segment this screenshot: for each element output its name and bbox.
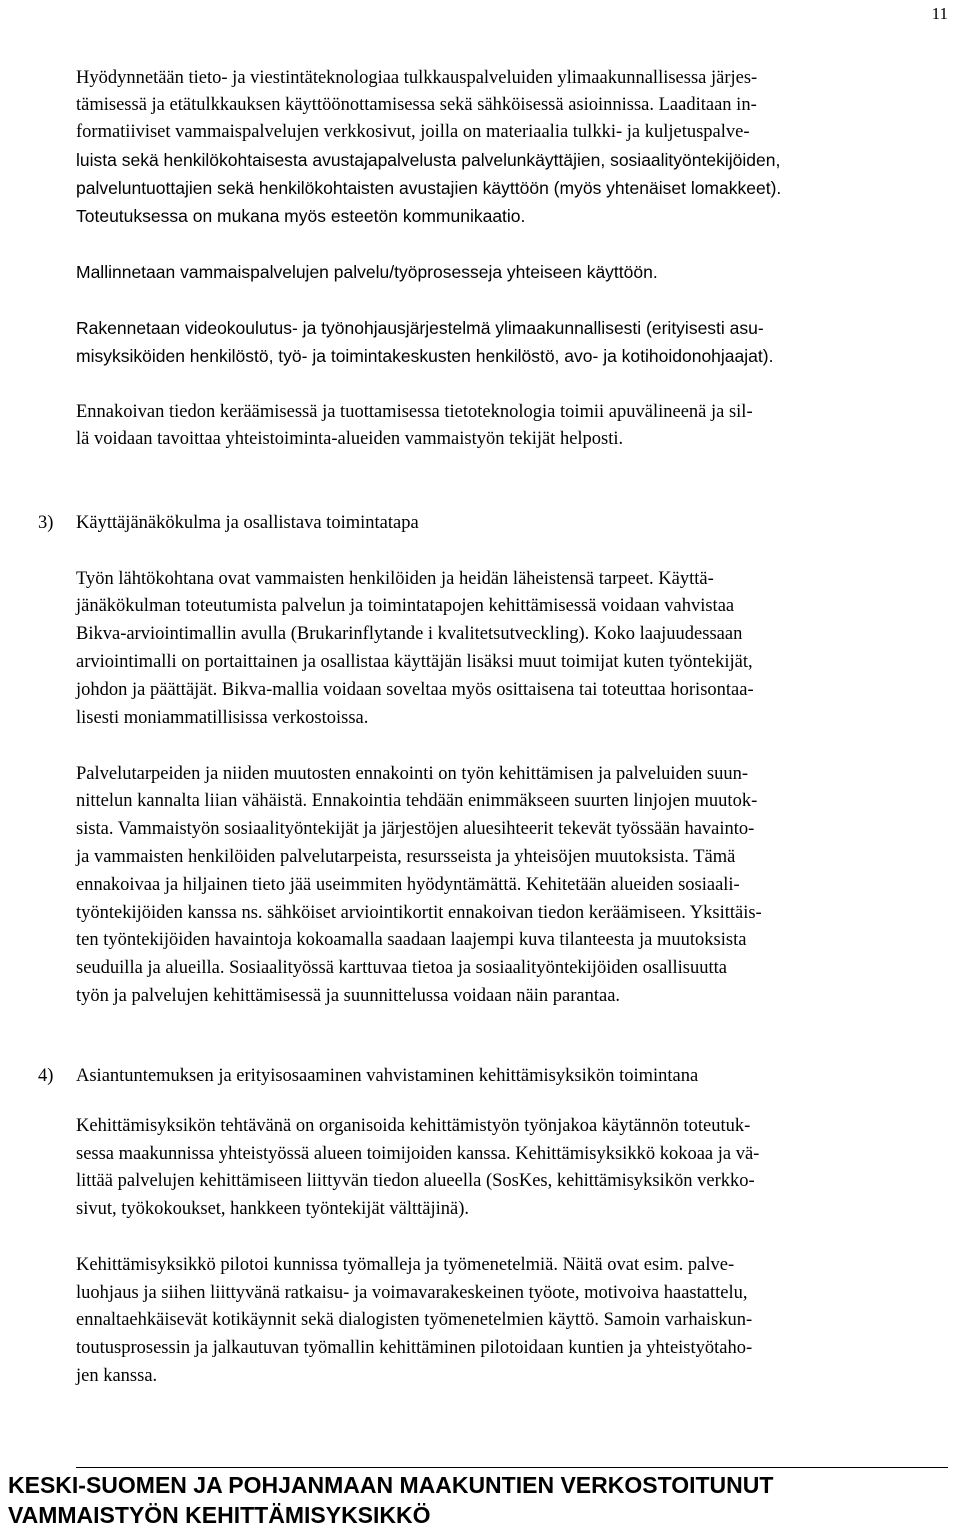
section-4-p2-line: luohjaus ja siihen liittyvänä ratkaisu- ja voimavarakeskeinen työote, motivoiva haastattelu, [76,1283,748,1303]
section-3-p2-line: nittelun kannalta liian vähäistä. Ennakointia tehdään enimmäkseen suurten linjojen muutok- [76,791,758,811]
section-3-p2-line: ten työntekijöiden havaintoja kokoamalla saadaan laajempi kuva tilanteesta ja muutoksista [76,930,747,950]
section-4-p1-line: littää palvelujen kehittämiseen liittyvän tiedon alueella (SosKes, kehittämisyksikön verkko- [76,1171,755,1191]
section-3-heading: Käyttäjänäkökulma ja osallistava toimintatapa [76,513,419,533]
section-3-p2-line: ja vammaisten henkilöiden palvelutarpeista, resursseista ja yhteisöjen muutoksista. Tämä [76,847,736,867]
section-3-p1-line: Työn lähtökohtana ovat vammaisten henkilöiden ja heidän läheistensä tarpeet. Käyttä- [76,569,714,589]
page-number: 11 [931,4,948,23]
section-4-p2-line: jen kanssa. [76,1366,158,1386]
section-4-p2-line: toutusprosessin ja jalkautuvan työmallin kehittäminen pilotoidaan kuntien ja yhteistyötaho- [76,1338,753,1358]
intro-line: Hyödynnetään tieto- ja viestintäteknologiaa tulkkauspalveluiden ylimaakunnallisessa järjes- [76,68,758,88]
intro-line: Toteutuksessa on mukana myös esteetön kommunikaatio. [76,206,526,226]
section-3-p2-line: ennakoivaa ja hiljainen tieto jää useimmiten hyödyntämättä. Kehitetään alueiden sosiaali- [76,875,740,895]
section-3-p1-line: lisesti moniammatillisissa verkostoissa. [76,708,369,728]
section-3-p1-line: arviointimalli on portaittainen ja osallistaa käyttäjän lisäksi muut toimijat kuten työntekijät, [76,652,753,672]
intro-line: luista sekä henkilökohtaisesta avustajapalvelusta palvelunkäyttäjien, sosiaalityöntekijöiden, [76,150,781,170]
intro-line: tämisessä ja etätulkkauksen käyttöönottamisessa sekä sähköisessä asioinnissa. Laaditaan in- [76,95,757,115]
section-3-p2-line: sista. Vammaistyön sosiaalityöntekijät ja järjestöjen aluesihteerit tekevät työssään havainto- [76,819,755,839]
section-4-p2-line: Kehittämisyksikkö pilotoi kunnissa työmalleja ja työmenetelmiä. Näitä ovat esim. palve- [76,1255,735,1275]
section-3-p2-line: Palvelutarpeiden ja niiden muutosten ennakointi on työn kehittämisen ja palveluiden suun- [76,764,749,784]
intro-line: formatiiviset vammaispalvelujen verkkosivut, joilla on materiaalia tulkki- ja kuljetuspalve- [76,122,750,142]
footer-line-1: KESKI-SUOMEN JA POHJANMAAN MAAKUNTIEN VERKOSTOITUNUT [8,1472,774,1498]
footer-rule [76,1467,948,1468]
section-4-p2-line: ennaltaehkäisevät kotikäynnit sekä dialogisten työmenetelmien käyttö. Samoin varhaiskun- [76,1310,753,1330]
video-line: misyksiköiden henkilöstö, työ- ja toimintakeskusten henkilöstö, avo- ja kotihoidonohjaajat). [76,346,774,366]
footer-line-2: VAMMAISTYÖN KEHITTÄMISYKSIKKÖ [8,1502,431,1528]
section-4-heading: Asiantuntemuksen ja erityisosaaminen vahvistaminen kehittämisyksikön toimintana [76,1066,699,1086]
modelling-line: Mallinnetaan vammaispalvelujen palvelu/työprosesseja yhteiseen käyttöön. [76,262,658,282]
forecast-line: lä voidaan tavoittaa yhteistoiminta-alueiden vammaistyön tekijät helposti. [76,429,624,449]
section-3-p1-line: jänäkökulman toteutumista palvelun ja toimintatapojen kehittämisessä voidaan vahvistaa [76,596,735,616]
section-3-p2-line: työntekijöiden kanssa ns. sähköiset arviointikortit ennakoivan tiedon keräämiseen. Yksittäis- [76,903,762,923]
forecast-line: Ennakoivan tiedon keräämisessä ja tuottamisessa tietoteknologia toimii apuvälineenä ja sil- [76,402,753,422]
section-4-p1-line: Kehittämisyksikön tehtävänä on organisoida kehittämistyön työnjakoa käytännön toteutuk- [76,1116,751,1136]
section-3-number: 3) [38,513,54,533]
section-4-number: 4) [38,1066,54,1086]
section-3-p1-line: johdon ja päättäjät. Bikva-mallia voidaan soveltaa myös osittaisena tai toteuttaa horisontaa- [76,680,754,700]
section-3-p1-line: Bikva-arviointimallin avulla (Brukarinflytande i kvalitetsutveckling). Koko laajuudessaan [76,624,743,644]
section-3-p2-line: seuduilla ja alueilla. Sosiaalityössä karttuvaa tietoa ja sosiaalityöntekijöiden osallisuutta [76,958,727,978]
video-line: Rakennetaan videokoulutus- ja työnohjausjärjestelmä ylimaakunnallisesti (erityisesti asu- [76,318,764,338]
section-4-p1-line: sessa maakunnissa yhteistyössä alueen toimijoiden kanssa. Kehittämisyksikkö kokoaa ja vä- [76,1144,760,1164]
section-3-p2-line: työn ja palvelujen kehittämisessä ja suunnittelussa voidaan näin parantaa. [76,986,621,1006]
section-4-p1-line: sivut, työkokoukset, hankkeen työntekijät välttäjinä). [76,1199,470,1219]
intro-line: palveluntuottajien sekä henkilökohtaisten avustajien käyttöön (myös yhtenäiset lomakkeet). [76,178,782,198]
